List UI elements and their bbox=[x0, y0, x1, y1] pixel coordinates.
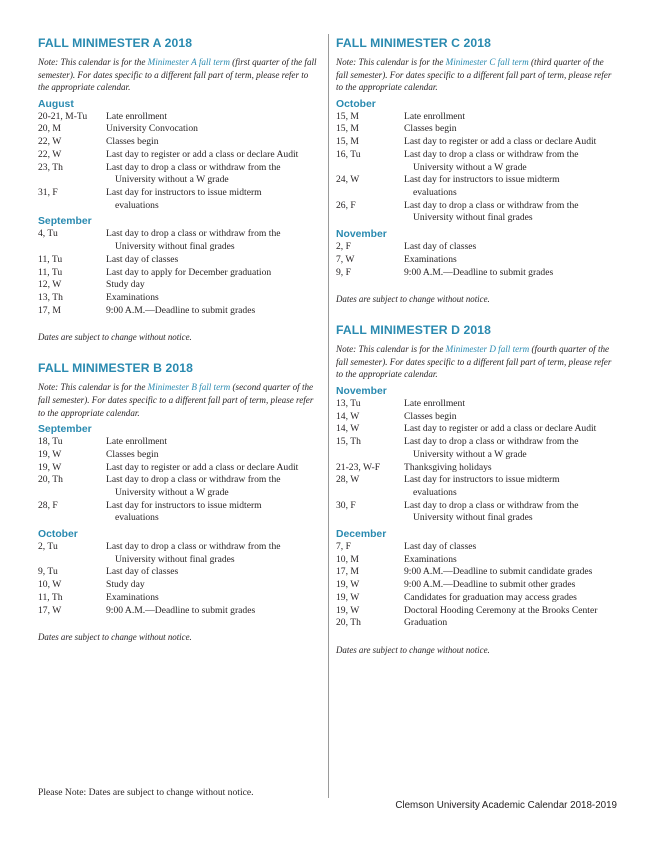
event-text: Last day to drop a class or withdraw from the bbox=[404, 148, 579, 160]
event-text: Classes begin bbox=[106, 136, 159, 148]
event-row bbox=[336, 123, 618, 136]
event-date: 19, W bbox=[38, 461, 62, 473]
event-date: 7, F bbox=[336, 541, 351, 553]
event-date: 2, F bbox=[336, 241, 351, 253]
event-row bbox=[336, 174, 618, 199]
section-note bbox=[38, 56, 320, 94]
event-text: Last day of classes bbox=[106, 253, 179, 265]
event-text-continued: University without final grades bbox=[413, 212, 533, 224]
event-row bbox=[38, 111, 320, 124]
month-heading: November bbox=[336, 229, 387, 241]
event-date: 24, W bbox=[336, 174, 360, 186]
event-text: Study day bbox=[106, 279, 145, 291]
event-description bbox=[404, 541, 618, 554]
event-text-continued: evaluations bbox=[413, 187, 457, 198]
note-text: Note: This calendar is for the bbox=[38, 382, 148, 393]
event-text: Examinations bbox=[404, 253, 457, 265]
event-text-continued: University without a W grade bbox=[413, 161, 527, 173]
minimester-section bbox=[38, 36, 320, 343]
event-description bbox=[106, 592, 320, 605]
event-description bbox=[404, 500, 618, 525]
event-row bbox=[336, 241, 618, 254]
month-heading: October bbox=[336, 98, 376, 110]
event-description bbox=[106, 279, 320, 292]
left-column bbox=[38, 36, 320, 661]
event-text: Last day to register or add a class or declare Audit bbox=[106, 148, 299, 160]
event-row bbox=[336, 411, 618, 424]
event-text: Last day of classes bbox=[404, 541, 477, 553]
event-row bbox=[38, 162, 320, 187]
event-row bbox=[38, 228, 320, 253]
event-date: 20, Th bbox=[38, 474, 63, 486]
event-date: 15, M bbox=[336, 123, 359, 135]
event-description bbox=[106, 136, 320, 149]
event-date: 10, W bbox=[38, 579, 62, 591]
minimester-section bbox=[336, 323, 618, 656]
minimester-section bbox=[38, 361, 320, 643]
event-text: Examinations bbox=[106, 591, 159, 603]
disclaimer: Dates are subject to change without notice. bbox=[336, 644, 490, 655]
event-row bbox=[336, 423, 618, 436]
event-row bbox=[336, 200, 618, 225]
event-text: Last day to drop a class or withdraw from the bbox=[404, 436, 579, 448]
disclaimer: Dates are subject to change without notice. bbox=[38, 632, 192, 643]
month-heading: October bbox=[38, 529, 78, 541]
event-row bbox=[336, 254, 618, 267]
event-description bbox=[106, 500, 320, 525]
event-date: 14, W bbox=[336, 410, 360, 422]
section-title: FALL MINIMESTER B 2018 bbox=[38, 361, 194, 376]
event-date: 18, Tu bbox=[38, 436, 63, 448]
event-text: Last day to register or add a class or declare Audit bbox=[404, 423, 597, 435]
event-description bbox=[106, 228, 320, 253]
event-text-continued: University without a W grade bbox=[413, 448, 527, 460]
event-description bbox=[106, 162, 320, 187]
event-row bbox=[38, 449, 320, 462]
event-row bbox=[336, 566, 618, 579]
event-text-continued: evaluations bbox=[115, 512, 159, 524]
event-date: 11, Tu bbox=[38, 266, 63, 278]
event-description bbox=[404, 149, 618, 174]
event-description bbox=[106, 305, 320, 318]
event-date: 9, Tu bbox=[38, 566, 58, 578]
event-description bbox=[106, 541, 320, 566]
event-row bbox=[38, 605, 320, 618]
event-description bbox=[106, 149, 320, 162]
event-description bbox=[404, 579, 618, 592]
event-text: Graduation bbox=[404, 617, 448, 629]
event-date: 17, M bbox=[38, 304, 61, 316]
event-date: 10, M bbox=[336, 553, 359, 565]
event-description bbox=[106, 254, 320, 267]
event-description bbox=[106, 292, 320, 305]
month-heading: December bbox=[336, 529, 387, 541]
event-text: 9:00 A.M.—Deadline to submit grades bbox=[404, 266, 554, 278]
event-text-continued: University without a W grade bbox=[115, 174, 229, 186]
note-text: (first quarter of the fall semester). For dates specific to a different fall part of term, please refer to the appropriate calendar. bbox=[38, 57, 317, 93]
event-row bbox=[38, 436, 320, 449]
event-date: 17, W bbox=[38, 604, 62, 616]
event-date: 19, W bbox=[336, 579, 360, 591]
event-text: Candidates for graduation may access grades bbox=[404, 591, 577, 603]
event-row bbox=[38, 136, 320, 149]
event-text: Thanksgiving holidays bbox=[404, 461, 492, 473]
note-text: (second quarter of the fall semester). For dates specific to a different fall part of term, please refer to the appropriate calendar. bbox=[38, 382, 314, 418]
event-text-continued: evaluations bbox=[413, 486, 457, 498]
section-title: FALL MINIMESTER D 2018 bbox=[336, 323, 492, 338]
event-description bbox=[106, 474, 320, 499]
event-text: Late enrollment bbox=[404, 398, 466, 409]
section-note bbox=[336, 343, 618, 381]
event-date: 12, W bbox=[38, 279, 62, 291]
event-description bbox=[404, 554, 618, 567]
event-description bbox=[106, 123, 320, 136]
event-text: Last day for instructors to issue midterm bbox=[106, 187, 262, 198]
event-text: Last day to drop a class or withdraw from the bbox=[106, 474, 281, 486]
event-row bbox=[38, 267, 320, 280]
event-description bbox=[404, 136, 618, 149]
event-row bbox=[38, 592, 320, 605]
month-heading: September bbox=[38, 424, 92, 436]
publication-title: Clemson University Academic Calendar 2018-2019 bbox=[395, 800, 617, 811]
event-row bbox=[336, 579, 618, 592]
column-divider bbox=[328, 34, 329, 798]
section-title: FALL MINIMESTER C 2018 bbox=[336, 36, 492, 50]
term-link[interactable]: Minimester B fall term bbox=[147, 382, 231, 393]
event-text-continued: University without final grades bbox=[115, 553, 235, 565]
event-text: Classes begin bbox=[404, 410, 457, 422]
event-date: 16, Tu bbox=[336, 148, 361, 160]
event-description bbox=[106, 267, 320, 280]
event-text: Last day to drop a class or withdraw from the bbox=[404, 499, 579, 511]
event-date: 14, W bbox=[336, 423, 360, 435]
right-column bbox=[336, 36, 618, 674]
month-heading: September bbox=[38, 216, 92, 228]
event-date: 31, F bbox=[38, 187, 58, 198]
minimester-section bbox=[336, 36, 618, 305]
event-text-continued: University without a W grade bbox=[115, 486, 229, 498]
event-text: Last day to apply for December graduation bbox=[106, 266, 272, 278]
term-link[interactable]: Minimester D fall term bbox=[445, 344, 530, 355]
event-description bbox=[404, 462, 618, 475]
event-description bbox=[404, 411, 618, 424]
event-text: Examinations bbox=[106, 291, 159, 303]
event-text: Study day bbox=[106, 579, 145, 591]
event-text: Late enrollment bbox=[106, 110, 168, 122]
event-description bbox=[106, 436, 320, 449]
event-description bbox=[106, 449, 320, 462]
event-description bbox=[404, 111, 618, 124]
event-text: Examinations bbox=[404, 553, 457, 565]
event-date: 11, Th bbox=[38, 591, 63, 603]
event-text: Classes begin bbox=[404, 123, 457, 135]
event-date: 17, M bbox=[336, 566, 359, 578]
event-row bbox=[38, 500, 320, 525]
disclaimer: Dates are subject to change without notice. bbox=[336, 294, 490, 305]
event-text: Classes begin bbox=[106, 448, 159, 460]
event-row bbox=[336, 592, 618, 605]
event-text: University Convocation bbox=[106, 123, 198, 135]
event-date: 7, W bbox=[336, 253, 355, 265]
event-description bbox=[106, 111, 320, 124]
event-description bbox=[404, 592, 618, 605]
event-date: 11, Tu bbox=[38, 253, 63, 265]
event-date: 2, Tu bbox=[38, 541, 58, 553]
event-row bbox=[336, 554, 618, 567]
section-note bbox=[336, 56, 618, 94]
event-row bbox=[336, 136, 618, 149]
event-date: 4, Tu bbox=[38, 228, 58, 240]
event-text: Last day to drop a class or withdraw from the bbox=[106, 541, 281, 553]
note-text: Note: This calendar is for the bbox=[336, 344, 446, 355]
event-date: 19, W bbox=[336, 591, 360, 603]
event-date: 15, Th bbox=[336, 436, 361, 448]
event-row bbox=[336, 605, 618, 618]
event-text: Last day for instructors to issue midterm bbox=[106, 499, 262, 511]
event-date: 20, Th bbox=[336, 617, 361, 629]
event-description bbox=[404, 474, 618, 499]
event-date: 13, Th bbox=[38, 291, 63, 303]
event-row bbox=[336, 474, 618, 499]
event-row bbox=[38, 305, 320, 318]
event-description bbox=[404, 123, 618, 136]
note-text: (third quarter of the fall semester). For dates specific to a different fall part of term, please refer to the appropriate calendar. bbox=[336, 57, 612, 93]
event-row bbox=[38, 123, 320, 136]
event-description bbox=[404, 241, 618, 254]
event-description bbox=[404, 267, 618, 280]
event-row bbox=[38, 462, 320, 475]
event-description bbox=[404, 423, 618, 436]
event-text: Last day of classes bbox=[106, 566, 179, 578]
event-row bbox=[38, 474, 320, 499]
section-title: FALL MINIMESTER A 2018 bbox=[38, 36, 193, 50]
event-date: 23, Th bbox=[38, 161, 63, 173]
note-text: (fourth quarter of the fall semester). For dates specific to a different fall part of term, please refer to the appropriate calendar. bbox=[336, 344, 612, 380]
event-description bbox=[404, 398, 618, 411]
event-text: Last day of classes bbox=[404, 241, 477, 253]
event-date: 28, F bbox=[38, 499, 58, 511]
event-text: Last day to drop a class or withdraw from the bbox=[404, 199, 579, 211]
event-row bbox=[38, 541, 320, 566]
event-description bbox=[404, 174, 618, 199]
event-text: Last day for instructors to issue midterm bbox=[404, 174, 560, 186]
event-description bbox=[106, 566, 320, 579]
event-text: 9:00 A.M.—Deadline to submit grades bbox=[106, 304, 256, 316]
event-row bbox=[336, 436, 618, 461]
disclaimer: Dates are subject to change without notice. bbox=[38, 332, 192, 343]
event-row bbox=[38, 254, 320, 267]
event-date: 30, F bbox=[336, 499, 356, 511]
event-row bbox=[38, 292, 320, 305]
event-row bbox=[336, 111, 618, 124]
event-description bbox=[404, 254, 618, 267]
month-heading: November bbox=[336, 386, 387, 397]
event-description bbox=[404, 617, 618, 630]
footer-note: Please Note: Dates are subject to change without notice. bbox=[38, 787, 254, 798]
event-description bbox=[106, 187, 320, 212]
event-date: 19, W bbox=[38, 448, 62, 460]
event-description bbox=[106, 579, 320, 592]
event-text: 9:00 A.M.—Deadline to submit grades bbox=[106, 604, 256, 616]
event-text: Last day to register or add a class or declare Audit bbox=[106, 461, 299, 473]
event-description bbox=[106, 462, 320, 475]
event-row bbox=[38, 579, 320, 592]
event-date: 15, M bbox=[336, 110, 359, 122]
event-date: 19, W bbox=[336, 604, 360, 616]
event-row bbox=[38, 279, 320, 292]
event-row bbox=[336, 149, 618, 174]
event-date: 9, F bbox=[336, 266, 351, 278]
note-text: Note: This calendar is for the bbox=[38, 57, 148, 67]
event-text: Doctoral Hooding Ceremony at the Brooks Center bbox=[404, 604, 598, 616]
event-text: Last day to drop a class or withdraw from the bbox=[106, 161, 281, 173]
event-date: 21-23, W-F bbox=[336, 461, 381, 473]
event-row bbox=[336, 398, 618, 411]
event-row bbox=[38, 187, 320, 212]
term-link[interactable]: Minimester C fall term bbox=[445, 57, 529, 67]
event-description bbox=[404, 605, 618, 618]
event-row bbox=[336, 500, 618, 525]
event-description bbox=[404, 200, 618, 225]
note-text: Note: This calendar is for the bbox=[336, 57, 446, 67]
event-text: 9:00 A.M.—Deadline to submit other grades bbox=[404, 579, 576, 591]
event-text: Late enrollment bbox=[404, 110, 466, 122]
term-link[interactable]: Minimester A fall term bbox=[147, 57, 230, 67]
event-description bbox=[106, 605, 320, 618]
event-date: 22, W bbox=[38, 136, 62, 148]
event-row bbox=[336, 267, 618, 280]
event-row bbox=[38, 149, 320, 162]
event-description bbox=[404, 436, 618, 461]
event-date: 26, F bbox=[336, 199, 356, 211]
event-text-continued: University without final grades bbox=[413, 512, 533, 524]
event-text: Last day for instructors to issue midterm bbox=[404, 474, 560, 486]
event-date: 13, Tu bbox=[336, 398, 361, 409]
section-note bbox=[38, 381, 320, 419]
event-row bbox=[336, 462, 618, 475]
event-date: 22, W bbox=[38, 148, 62, 160]
event-description bbox=[404, 566, 618, 579]
event-row bbox=[336, 541, 618, 554]
month-heading: August bbox=[38, 98, 74, 110]
event-text: 9:00 A.M.—Deadline to submit candidate grades bbox=[404, 566, 593, 578]
event-text-continued: evaluations bbox=[115, 199, 159, 211]
event-text: Last day to register or add a class or declare Audit bbox=[404, 136, 597, 148]
event-row bbox=[38, 566, 320, 579]
event-date: 28, W bbox=[336, 474, 360, 486]
event-row bbox=[336, 617, 618, 630]
event-date: 20-21, M-Tu bbox=[38, 110, 88, 122]
event-text: Last day to drop a class or withdraw from the bbox=[106, 228, 281, 240]
event-date: 15, M bbox=[336, 136, 359, 148]
event-text: Late enrollment bbox=[106, 436, 168, 448]
event-date: 20, M bbox=[38, 123, 61, 135]
event-text-continued: University without final grades bbox=[115, 241, 235, 253]
